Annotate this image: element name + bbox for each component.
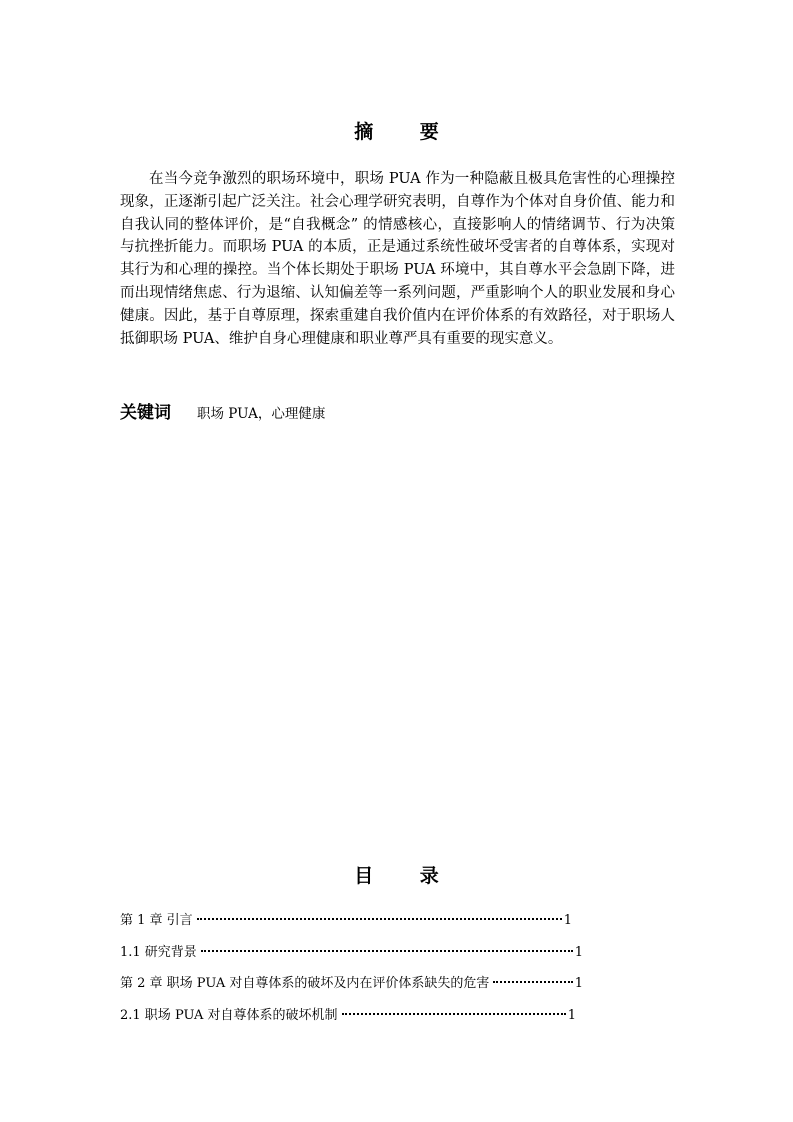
toc-entry-page: 1 xyxy=(574,976,583,991)
toc-entry-text: 2.1 职场 PUA 对自尊体系的破坏机制 xyxy=(120,1007,338,1023)
abstract-title: 摘 要 xyxy=(354,120,459,143)
toc-dot-leader xyxy=(197,918,562,920)
toc-entry-text: 1.1 研究背景 xyxy=(120,944,197,960)
toc-title: 目 录 xyxy=(354,864,459,887)
toc-dot-leader xyxy=(493,981,572,983)
toc-dot-leader xyxy=(342,1013,566,1015)
toc-entry-text: 第 2 章 职场 PUA 对自尊体系的破坏及内在评价体系缺失的危害 xyxy=(120,976,490,991)
toc-entry[interactable] xyxy=(120,1004,576,1036)
toc-dot-leader xyxy=(201,950,573,952)
toc-entry-page: 1 xyxy=(567,1007,576,1023)
table-of-contents xyxy=(120,909,590,1035)
toc-entry[interactable] xyxy=(120,941,583,973)
toc-entry-text: 第 1 章 引言 xyxy=(120,913,193,928)
keywords-value: 职场 PUA，心理健康 xyxy=(197,406,326,422)
keywords-label: 关键词 xyxy=(120,403,171,423)
toc-entry-page: 1 xyxy=(563,913,572,928)
toc-entry[interactable] xyxy=(120,972,583,1004)
toc-entry-page: 1 xyxy=(574,944,583,960)
abstract-body: 在当今竞争激烈的职场环境中，职场 PUA 作为一种隐蔽且极具危害性的心理操控现象，正逐渐引起广泛关注。社会心理学研究表明，自尊作为个体对自身价值、能力和自我认同的整体评价，是“自我概念” 的情感核心，直接影响人的情绪调节、行为决策与抗挫折能力。而职场 PUA 的本质，正是通过系统性破坏受害者的自尊体系，实现对其行为和心理的操控。当个体长期处于职场 PUA 环境中，其自尊水平会急剧下降，进而出现情绪焦虑、行为退缩、认知偏差等一系列问题，严重影响个人的职业发展和身心健康。因此，基于自尊原理，探索重建自我价值内在评价体系的有效路径，对于职场人抵御职场 PUA、维护自身心理健康和职业尊严具有重要的现实意义。 xyxy=(120,171,675,347)
toc-entry[interactable] xyxy=(120,909,572,941)
keywords-line xyxy=(120,398,675,423)
